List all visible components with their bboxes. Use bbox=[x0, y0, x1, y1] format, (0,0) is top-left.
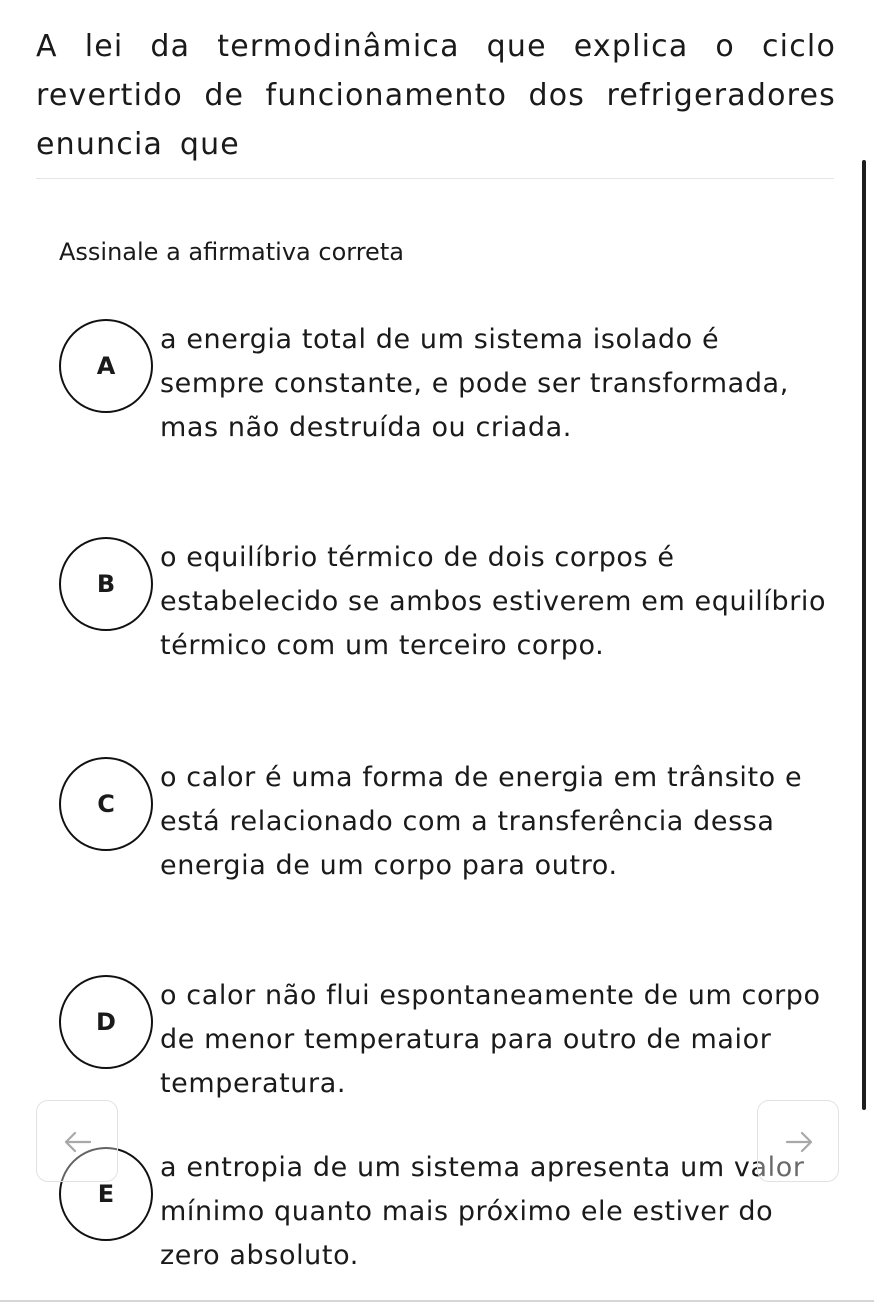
option-c-text: o calor é uma forma de energia em trânsito e está relacionado com a transferência dessa energia de um corpo para outro. bbox=[160, 762, 803, 881]
option-d-letter[interactable]: D bbox=[59, 975, 153, 1069]
question-text: A lei da termodinâmica que explica o ciclo revertido de funcionamento dos refrigeradores enuncia que bbox=[36, 29, 836, 162]
option-b-letter[interactable]: B bbox=[59, 537, 153, 631]
option-d-text: o calor não flui espontaneamente de um corpo de menor temperatura para outro de maior temperatura. bbox=[160, 980, 821, 1099]
scrollbar[interactable] bbox=[862, 160, 866, 1110]
option-a-text: a energia total de um sistema isolado é sempre constante, e pode ser transformada, mas não destruída ou criada. bbox=[160, 324, 789, 443]
option-e-letter[interactable]: E bbox=[59, 1147, 153, 1241]
bottom-divider bbox=[0, 1300, 874, 1302]
option-c-letter[interactable]: C bbox=[59, 757, 153, 851]
option-b-text: o equilíbrio térmico de dois corpos é estabelecido se ambos estiverem em equilíbrio térmico com um terceiro corpo. bbox=[160, 542, 827, 661]
arrow-left-icon bbox=[60, 1124, 96, 1160]
instruction-text: Assinale a afirmativa correta bbox=[59, 238, 404, 266]
divider bbox=[36, 178, 834, 179]
arrow-right-icon bbox=[781, 1124, 817, 1160]
option-a-letter[interactable]: A bbox=[59, 319, 153, 413]
next-button[interactable] bbox=[757, 1100, 839, 1182]
option-e-text: a entropia de um sistema apresenta um valor mínimo quanto mais próximo ele estiver do zero absoluto. bbox=[160, 1152, 805, 1271]
previous-button[interactable] bbox=[36, 1100, 118, 1182]
